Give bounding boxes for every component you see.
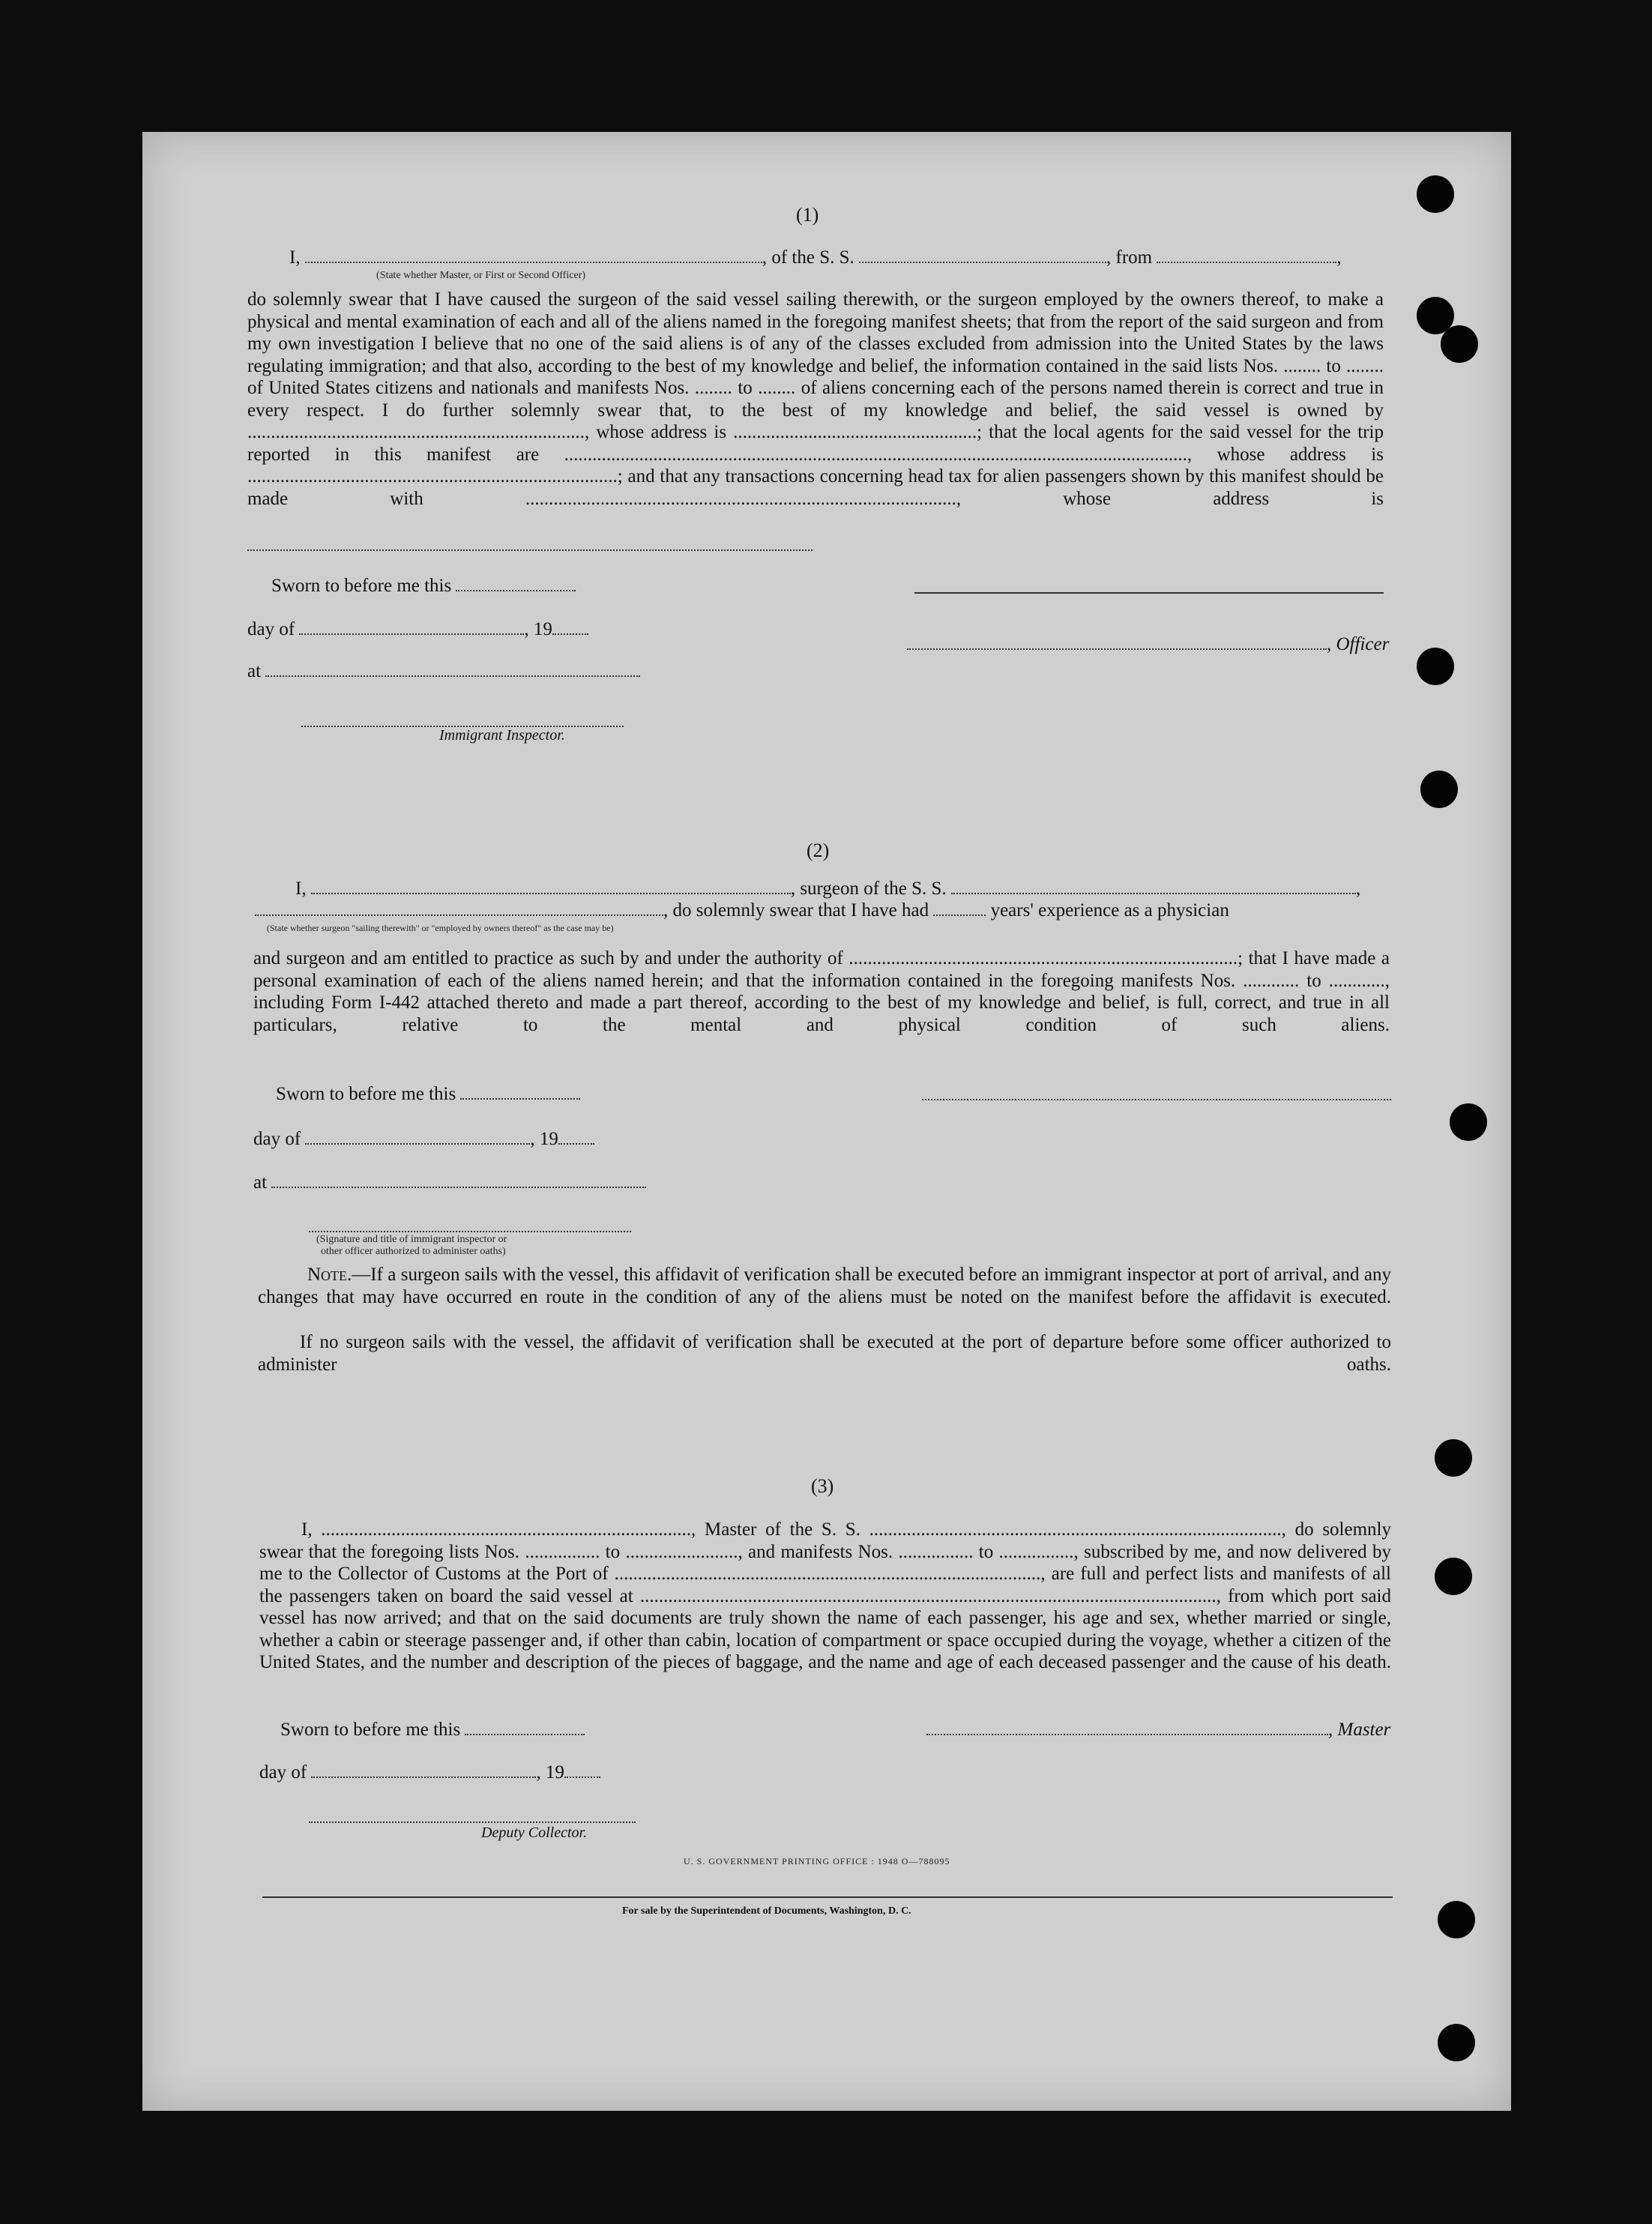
sec1-year-field[interactable] (552, 633, 588, 635)
sec1-continuation-line (247, 549, 813, 551)
sec2-day-field[interactable] (305, 1142, 530, 1145)
sec1-at-field[interactable] (265, 675, 640, 677)
section-3-heading: (3) (811, 1475, 834, 1497)
printing-office-imprint: U. S. GOVERNMENT PRINTING OFFICE : 1948 O—788095 (684, 1856, 950, 1866)
sec2-sworn-date-field[interactable] (460, 1097, 580, 1100)
sec2-at-line: at (253, 1172, 646, 1193)
sec2-year-field[interactable] (558, 1142, 594, 1145)
vessel-name-field[interactable] (859, 261, 1106, 263)
sec3-day-field[interactable] (311, 1776, 536, 1778)
footer-rule (262, 1896, 1393, 1898)
sec1-rank-note: (State whether Master, or First or Second Officer) (376, 270, 586, 281)
sec1-day-line: day of , 19 (247, 619, 588, 640)
sec3-collector-title: Deputy Collector. (481, 1824, 588, 1841)
years-experience-field[interactable] (933, 914, 986, 916)
note-text: —If a surgeon sails with the vessel, this affidavit of verification shall be executed before an immigrant inspector at port of arrival, and any changes that may have occurred en route in the condition of any of the aliens must be noted on the manifest before the affidavit is executed. (258, 1265, 1391, 1307)
sec2-swear-line: , do solemnly swear that I have had years' experience as a physician (255, 900, 1229, 921)
sec2-at-field[interactable] (271, 1186, 646, 1188)
sec1-officer-field[interactable] (907, 648, 1327, 650)
sec3-master-line: , Master (926, 1720, 1390, 1741)
manifest-affidavit-sheet (142, 132, 1511, 2111)
sec1-at-line: at (247, 661, 640, 682)
departure-port-field[interactable] (1157, 261, 1336, 263)
section-1-heading: (1) (796, 204, 819, 226)
sec1-sworn-date-field[interactable] (456, 589, 576, 591)
sec2-vessel-field[interactable] (951, 892, 1356, 894)
sec2-note-paragraph-2: If no surgeon sails with the vessel, the affidavit of verification shall be executed at the port of departure before some officer authorized to administer oaths. (258, 1332, 1391, 1375)
punch-hole (1450, 1103, 1487, 1141)
sec2-day-line: day of , 19 (253, 1129, 594, 1150)
punch-hole (1420, 771, 1458, 808)
officer-rank-field[interactable] (305, 261, 762, 263)
sec1-officer-line: , Officer (907, 634, 1389, 655)
punch-hole (1435, 1439, 1472, 1477)
sec3-sworn-line: Sworn to before me this (280, 1720, 585, 1741)
sec2-inspector-signature-line (309, 1231, 631, 1232)
punch-hole (1417, 175, 1454, 213)
sec1-inspector-title: Immigrant Inspector. (439, 727, 565, 744)
punch-hole (1438, 2024, 1475, 2061)
sec3-year-field[interactable] (564, 1776, 600, 1778)
sec1-oath-body: do solemnly swear that I have caused the surgeon of the said vessel sailing therewith, or the surgeon employed by the owners thereof, to make a physical and mental examination of each and all of the aliens named in the foregoing manifest sheets; that from the report of the said surgeon and from my own investigation I believe that no one of the said aliens is of any of the classes excluded from admission into the United States by the laws regulating immigration; and that also, according to the best of my knowledge and belief, the information contained in the said lists Nos. ........ to ........ of United States citizens and nationals and manifests Nos. ........ to ........ of aliens concerning each of the persons named therein is correct and true in every respect. I do further solemnly swear that, to the best of my knowledge and belief, the said vessel is owned by ........................................................................, whose address is ....................................................; that the local agents for the said vessel for the trip reported in this manifest are ....................................................................................................................................., whose address is ...............................................................................; and that any transactions concerning head tax for alien passengers shown by this manifest should be made with ............................................................................................, whose address is (247, 289, 1384, 509)
section-2-heading: (2) (807, 840, 830, 861)
sec1-officer-signature-line (914, 592, 1384, 594)
sec1-day-field[interactable] (299, 633, 524, 635)
sec2-oath-body: and surgeon and am entitled to practice as such by and under the authority of ...................................................................................; that I have made a personal examination of each of the aliens named herein; and that the information contained in the foregoing manifests Nos. ............ to ............, including Form I-442 attached thereto and made a part thereof, according to the best of my knowledge and belief, is full, correct, and true in all particulars, relative to the mental and physical condition of such aliens. (253, 948, 1390, 1035)
sec1-oath-line: I, , of the S. S. , from , (289, 247, 1342, 268)
punch-hole (1417, 648, 1454, 685)
surgeon-name-field[interactable] (311, 892, 791, 894)
sec2-signature-note-1: (Signature and title of immigrant inspector or (316, 1234, 507, 1245)
sec3-collector-signature-line (309, 1821, 636, 1823)
sec2-note-paragraph (258, 1264, 1391, 1308)
sec3-oath-body: I, ..............................................................................., Master of the S. S. ........................................................................................, do solemnly swear that the foregoing lists Nos. ................ to ........................, and manifests Nos. ................ to ................, subscribed by me, and now delivered by me to the Collector of Customs at the Port of ..........................................................................................., are full and perfect lists and manifests of all the passengers taken on board the said vessel at ..........................................................................................................................., from which port said vessel has now arrived; and that on the said documents are truly shown the name of each passenger, his age and sex, whether married or single, whether a cabin or steerage passenger and, if other than cabin, location of compartment or space occupied during the voyage, whether a citizen of the United States, and the number and description of the pieces of baggage, and the name and age of each deceased passenger and the cause of his death. (259, 1519, 1391, 1672)
surgeon-status-field[interactable] (255, 914, 663, 916)
footer-sale-notice: For sale by the Superintendent of Documents, Washington, D. C. (622, 1905, 911, 1917)
punch-hole (1438, 1901, 1475, 1938)
note-label: Note. (307, 1265, 352, 1285)
sec2-signature-note-2: other officer authorized to administer oaths) (321, 1246, 506, 1257)
punch-hole (1441, 325, 1478, 363)
sec3-master-field[interactable] (926, 1733, 1328, 1735)
sec3-sworn-date-field[interactable] (465, 1733, 585, 1735)
sec2-sworn-line: Sworn to before me this (276, 1084, 580, 1105)
sec3-day-line: day of , 19 (259, 1762, 600, 1783)
sec1-sworn-line: Sworn to before me this (271, 576, 576, 597)
punch-hole (1435, 1558, 1472, 1595)
sec2-surgeon-signature-line (922, 1099, 1391, 1100)
sec2-oath-line: I, , surgeon of the S. S. , (295, 879, 1361, 899)
sec2-surgeon-note: (State whether surgeon "sailing therewith" or "employed by owners thereof" as the case may be) (267, 923, 614, 933)
